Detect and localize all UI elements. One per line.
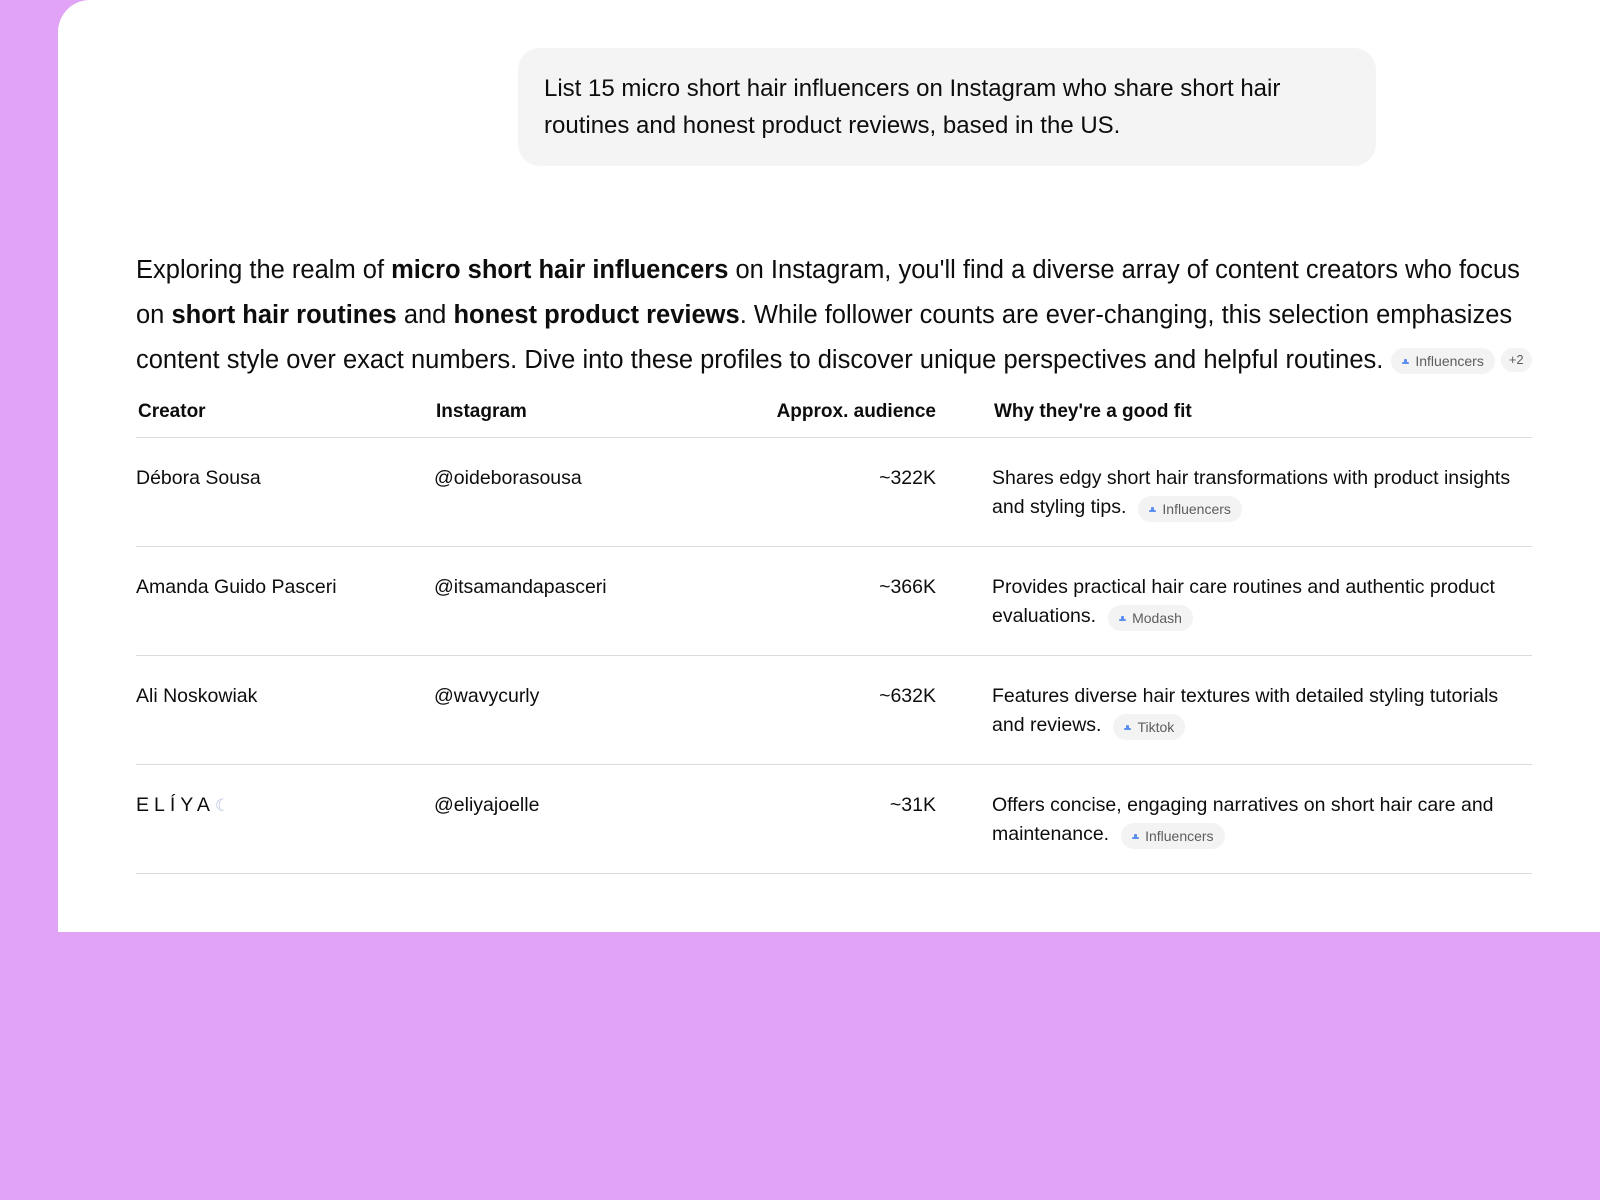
source-chip-influencers[interactable] <box>1391 348 1494 374</box>
cell-instagram: @itsamandapasceri <box>434 547 734 656</box>
source-chip[interactable] <box>1121 823 1224 849</box>
influencers-table <box>136 401 1532 874</box>
cell-instagram: @wavycurly <box>434 656 734 765</box>
source-favicon-icon <box>1402 358 1409 364</box>
more-sources-chip[interactable]: +2 <box>1501 348 1532 372</box>
cell-why <box>992 438 1532 547</box>
intro-text-4: . While follower counts are ever-changing, this selection emphasizes content style over exact numbers. Dive into these profiles to discover unique perspectives and helpful routines. <box>136 301 1513 374</box>
intro-bold-3: honest product reviews <box>453 301 740 329</box>
intro-bold-2: short hair routines <box>171 301 397 329</box>
table-header-row <box>136 401 1532 438</box>
table-row <box>136 656 1532 765</box>
cell-audience: ~632K <box>734 656 992 765</box>
source-chip[interactable] <box>1138 496 1241 522</box>
source-favicon-icon <box>1132 833 1139 839</box>
cell-audience: ~322K <box>734 438 992 547</box>
source-favicon-icon <box>1149 506 1156 512</box>
cell-why <box>992 765 1532 874</box>
source-chip-label: Modash <box>1132 610 1182 626</box>
header-instagram: Instagram <box>434 401 734 438</box>
intro-text-1: Exploring the realm of <box>136 256 392 284</box>
table-row <box>136 765 1532 874</box>
source-chip[interactable] <box>1113 714 1185 740</box>
source-chip-label: Tiktok <box>1137 719 1175 735</box>
source-favicon-icon <box>1124 724 1131 730</box>
chat-panel <box>58 0 1600 932</box>
header-why: Why they're a good fit <box>992 401 1532 438</box>
source-chip-label: Influencers <box>1145 828 1214 844</box>
intro-text-2: on Instagram, you'll find a diverse array of content creators who focus on <box>136 256 1520 329</box>
why-text: Shares edgy short hair transformations with product insights and styling tips. <box>992 467 1511 518</box>
cell-creator: Débora Sousa <box>136 438 434 547</box>
cell-audience: ~366K <box>734 547 992 656</box>
header-audience: Approx. audience <box>734 401 992 438</box>
source-chip[interactable] <box>1108 605 1193 631</box>
cell-creator: Amanda Guido Pasceri <box>136 547 434 656</box>
table-row <box>136 547 1532 656</box>
creator-name: ELÍYA <box>136 794 215 816</box>
why-text: Features diverse hair textures with detailed styling tutorials and reviews. <box>992 685 1499 736</box>
user-message-text: List 15 micro short hair influencers on Instagram who share short hair routines and honest product reviews, based in the US. <box>544 75 1281 139</box>
why-text: Provides practical hair care routines and authentic product evaluations. <box>992 576 1495 627</box>
source-chip-label: Influencers <box>1162 501 1231 517</box>
assistant-answer <box>136 248 1536 874</box>
cell-why <box>992 656 1532 765</box>
cell-why <box>992 547 1532 656</box>
cell-audience: ~31K <box>734 765 992 874</box>
cell-instagram: @oideborasousa <box>434 438 734 547</box>
cell-creator: Ali Noskowiak <box>136 656 434 765</box>
source-favicon-icon <box>1119 615 1126 621</box>
why-text: Offers concise, engaging narratives on short hair care and maintenance. <box>992 794 1494 845</box>
answer-intro-paragraph <box>136 248 1536 383</box>
moon-icon: ☾ <box>214 796 231 815</box>
table-row <box>136 438 1532 547</box>
intro-bold-1: micro short hair influencers <box>391 256 729 284</box>
source-chip-label: Influencers <box>1415 353 1484 369</box>
user-message-bubble <box>518 48 1376 166</box>
cell-creator <box>136 765 434 874</box>
header-creator: Creator <box>136 401 434 438</box>
cell-instagram: @eliyajoelle <box>434 765 734 874</box>
intro-text-3: and <box>396 301 454 329</box>
